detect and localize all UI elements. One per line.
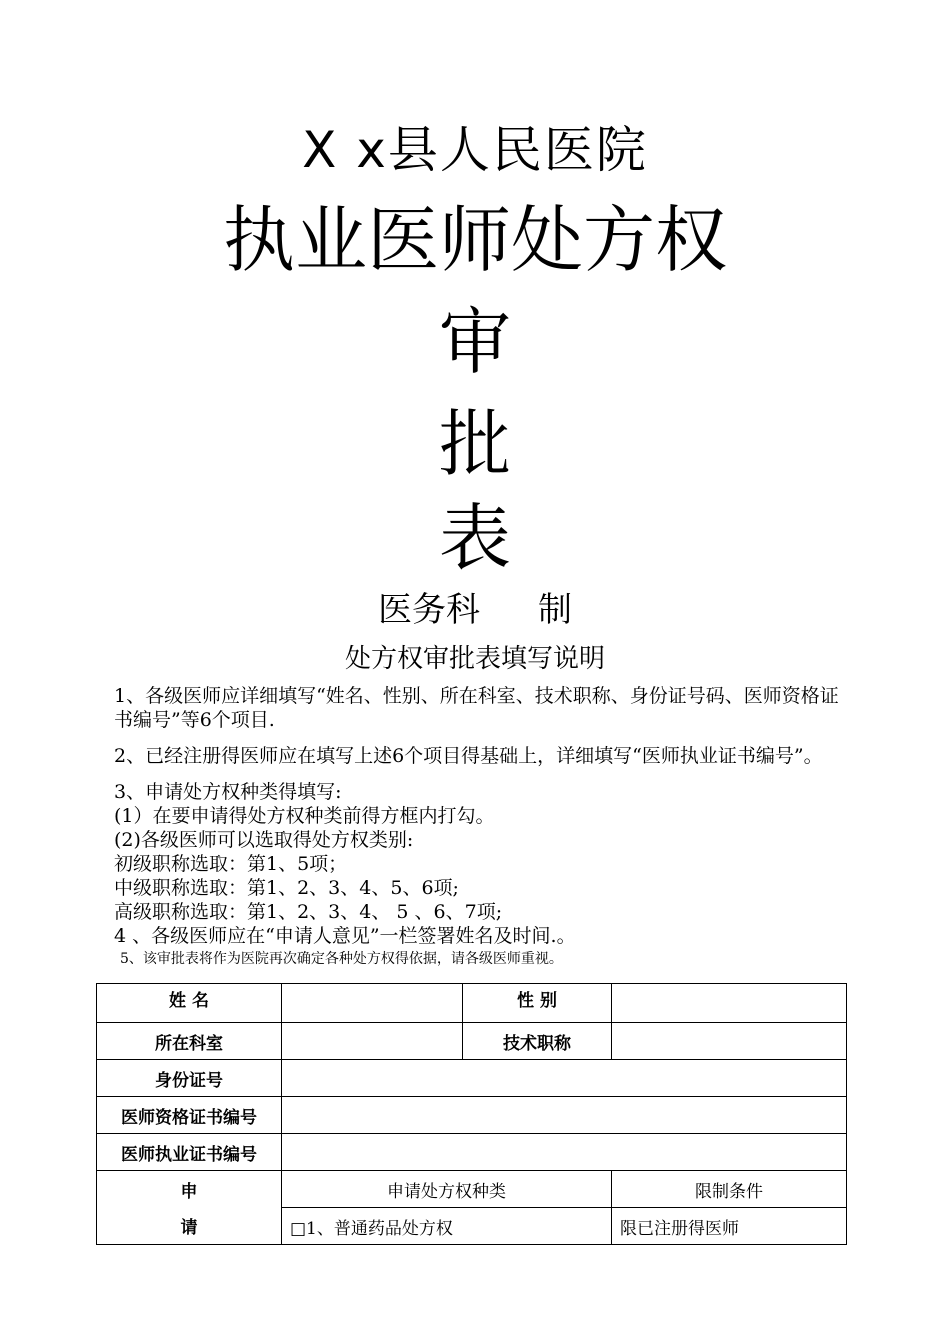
instruction-item: 初级职称选取：第1、5项；: [114, 853, 348, 875]
instruction-item: 1、各级医师应详细填写“姓名、性别、所在科室、技术职称、身份证号码、医师资格证书编号”等6个项目.: [114, 685, 839, 731]
prescription-type-checkbox[interactable]: □1、普通药品处方权: [282, 1208, 612, 1245]
instruction-item: 高级职称选取：第1、2、3、4、 5 、6、7项;: [114, 901, 503, 923]
instructions-heading: 处方权审批表填写说明: [344, 644, 605, 674]
table-row: [97, 1134, 847, 1171]
title-label: 技术职称: [463, 1023, 612, 1060]
qualification-label: 医师资格证书编号: [97, 1097, 282, 1134]
table-row: [97, 1060, 847, 1097]
application-form-table: [96, 983, 847, 1245]
id-field[interactable]: [282, 1060, 847, 1097]
hospital-name: X x县人民医院: [302, 121, 648, 179]
table-row: [97, 1171, 847, 1208]
name-label: 姓 名: [97, 984, 282, 1023]
form-title-line1: 执业医师处方权: [222, 198, 727, 282]
department-field[interactable]: [282, 1023, 463, 1060]
table-row: [97, 984, 847, 1023]
instruction-item: 2、已经注册得医师应在填写上述6个项目得基础上，详细填写“医师执业证书编号”。: [114, 745, 823, 767]
instruction-item: 3、申请处方权种类得填写:: [114, 781, 342, 803]
col-type-header: 申请处方权种类: [282, 1171, 612, 1208]
instructions-list: [114, 684, 844, 970]
practice-label: 医师执业证书编号: [97, 1134, 282, 1171]
instruction-note: 5、该审批表将作为医院再次确定各种处方权得依据，请各级医师重视。: [120, 951, 563, 967]
col-condition-header: 限制条件: [612, 1171, 847, 1208]
practice-field[interactable]: [282, 1134, 847, 1171]
table-row: [97, 1097, 847, 1134]
issuer-line: [0, 586, 950, 634]
form-title-line2: 审: [438, 300, 511, 384]
instruction-item: 4 、各级医师应在“申请人意见”一栏签署姓名及时间.。: [114, 925, 576, 947]
form-title-line4: 表: [438, 496, 511, 580]
title-field[interactable]: [612, 1023, 847, 1060]
id-label: 身份证号: [97, 1060, 282, 1097]
gender-field[interactable]: [612, 984, 847, 1023]
name-field[interactable]: [282, 984, 463, 1023]
qualification-field[interactable]: [282, 1097, 847, 1134]
form-title-line3: 批: [438, 402, 511, 486]
issuer-dept: 医务科: [378, 590, 480, 630]
instruction-item: 中级职称选取：第1、2、3、4、5、6项;: [114, 877, 459, 899]
table-row: [97, 1023, 847, 1060]
apply-label-1: 申: [97, 1171, 282, 1208]
prescription-condition: 限已注册得医师: [612, 1208, 847, 1245]
gender-label: 性 别: [463, 984, 612, 1023]
table-row: [97, 1208, 847, 1245]
instruction-item: (1）在要申请得处方权种类前得方框内打勾。: [114, 805, 495, 827]
instruction-item: (2)各级医师可以选取得处方权类别:: [114, 829, 414, 851]
department-label: 所在科室: [97, 1023, 282, 1060]
apply-label-2: 请: [97, 1208, 282, 1245]
issuer-suffix: 制: [538, 590, 572, 630]
